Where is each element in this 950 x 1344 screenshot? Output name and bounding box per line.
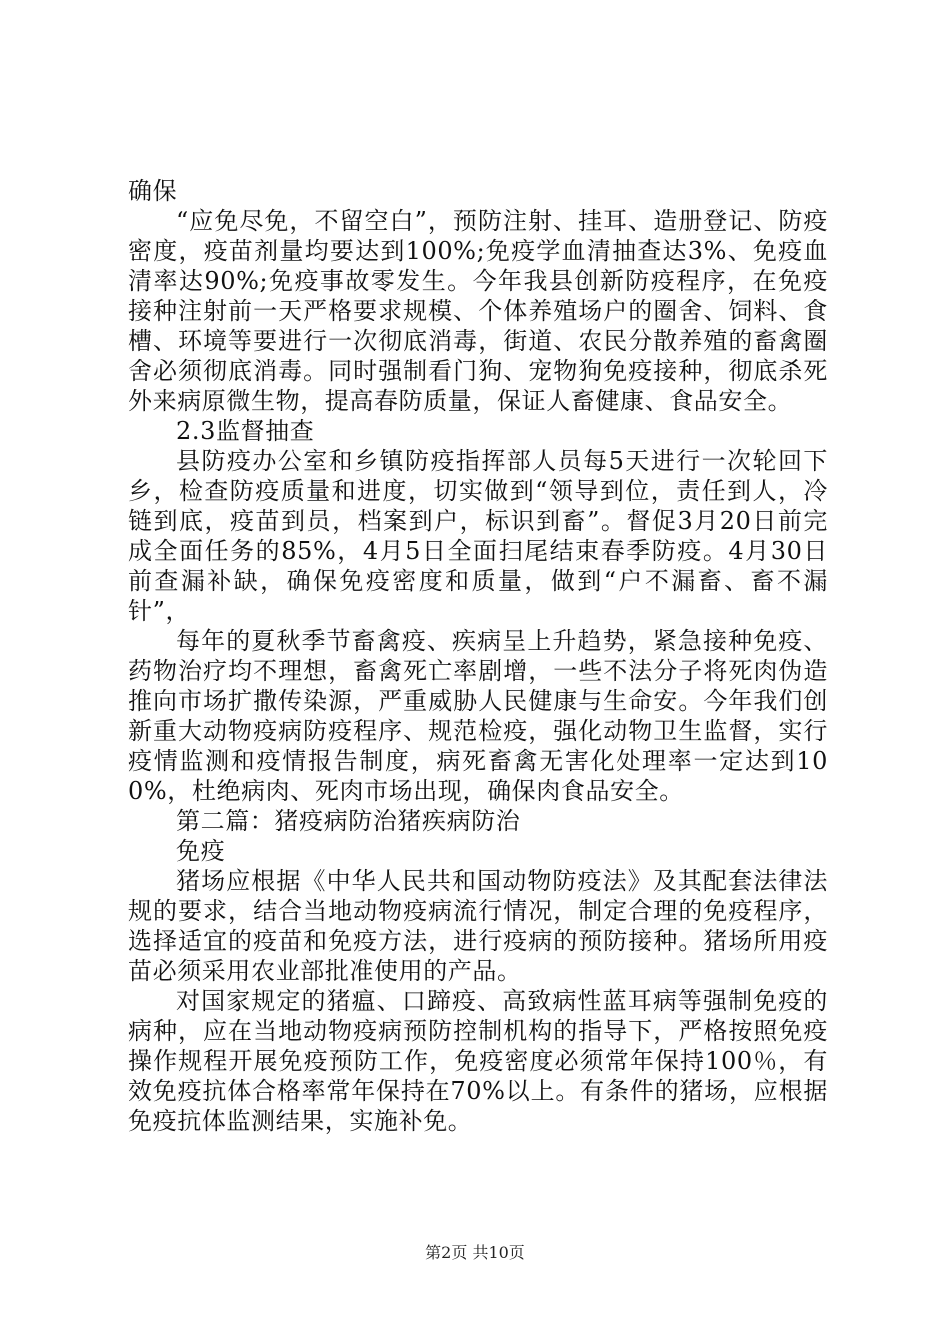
- section-heading-supervision: 2.3监督抽查: [176, 417, 315, 445]
- paragraph-mandatory-immunization: 对国家规定的猪瘟、口蹄疫、高致病性蓝耳病等强制免疫的病种，应在当地动物疫病预防控制机构的指导下，严格按照免疫操作规程开展免疫预防工作，免疫密度必须常年保持100％，有效免疫抗体合格率常年保持在70%以上。有条件的猪场，应根据免疫抗体监测结果，实施补免。: [128, 987, 828, 1135]
- paragraph-vaccine-program: 猪场应根据《中华人民共和国动物防疫法》及其配套法律法规的要求，结合当地动物疫病流行情况，制定合理的免疫程序，选择适宜的疫苗和免疫方法，进行疫病的预防接种。猪场所用疫苗必须采用农业部批准使用的产品。: [128, 867, 828, 985]
- section-heading-immunization: 免疫: [176, 837, 226, 865]
- paragraph-continuation: 确保: [128, 177, 178, 205]
- page-number-footer: 第2页 共10页: [425, 1243, 525, 1262]
- document-body: [128, 176, 828, 1136]
- paragraph-summer-autumn-epidemic: 每年的夏秋季节畜禽疫、疾病呈上升趋势，紧急接种免疫、药物治疗均不理想，畜禽死亡率剧增，一些不法分子将死肉伪造推向市场扩撒传染源，严重威胁人民健康与生命安。今年我们创新重大动物疫病防疫程序、规范检疫，强化动物卫生监督，实行疫情监测和疫情报告制度，病死畜禽无害化处理率一定达到100%，杜绝病肉、死肉市场出现，确保肉食品安全。: [128, 627, 828, 805]
- paragraph-supervision-inspection: 县防疫办公室和乡镇防疫指挥部人员每5天进行一次轮回下乡，检查防疫质量和进度，切实做到“领导到位，责任到人，冷链到底，疫苗到员，档案到户，标识到畜”。督促3月20日前完成全面任务的85%，4月5日全面扫尾结束春季防疫。4月30日前查漏补缺，确保免疫密度和质量，做到“户不漏畜、畜不漏针”，: [128, 447, 828, 625]
- chapter-heading-pig-disease: 第二篇：猪疫病防治猪疾病防治: [176, 807, 521, 835]
- paragraph-immunization-requirements: “应免尽免，不留空白”，预防注射、挂耳、造册登记、防疫密度，疫苗剂量均要达到100%;免疫学血清抽查达3%、免疫血清率达90%;免疫事故零发生。今年我县创新防疫程序，在免疫接种注射前一天严格要求规模、个体养殖场户的圈舍、饲料、食槽、环境等要进行一次彻底消毒，街道、农民分散养殖的畜禽圈舍必须彻底消毒。同时强制看门狗、宠物狗免疫接种，彻底杀死外来病原微生物，提高春防质量，保证人畜健康、食品安全。: [128, 207, 828, 415]
